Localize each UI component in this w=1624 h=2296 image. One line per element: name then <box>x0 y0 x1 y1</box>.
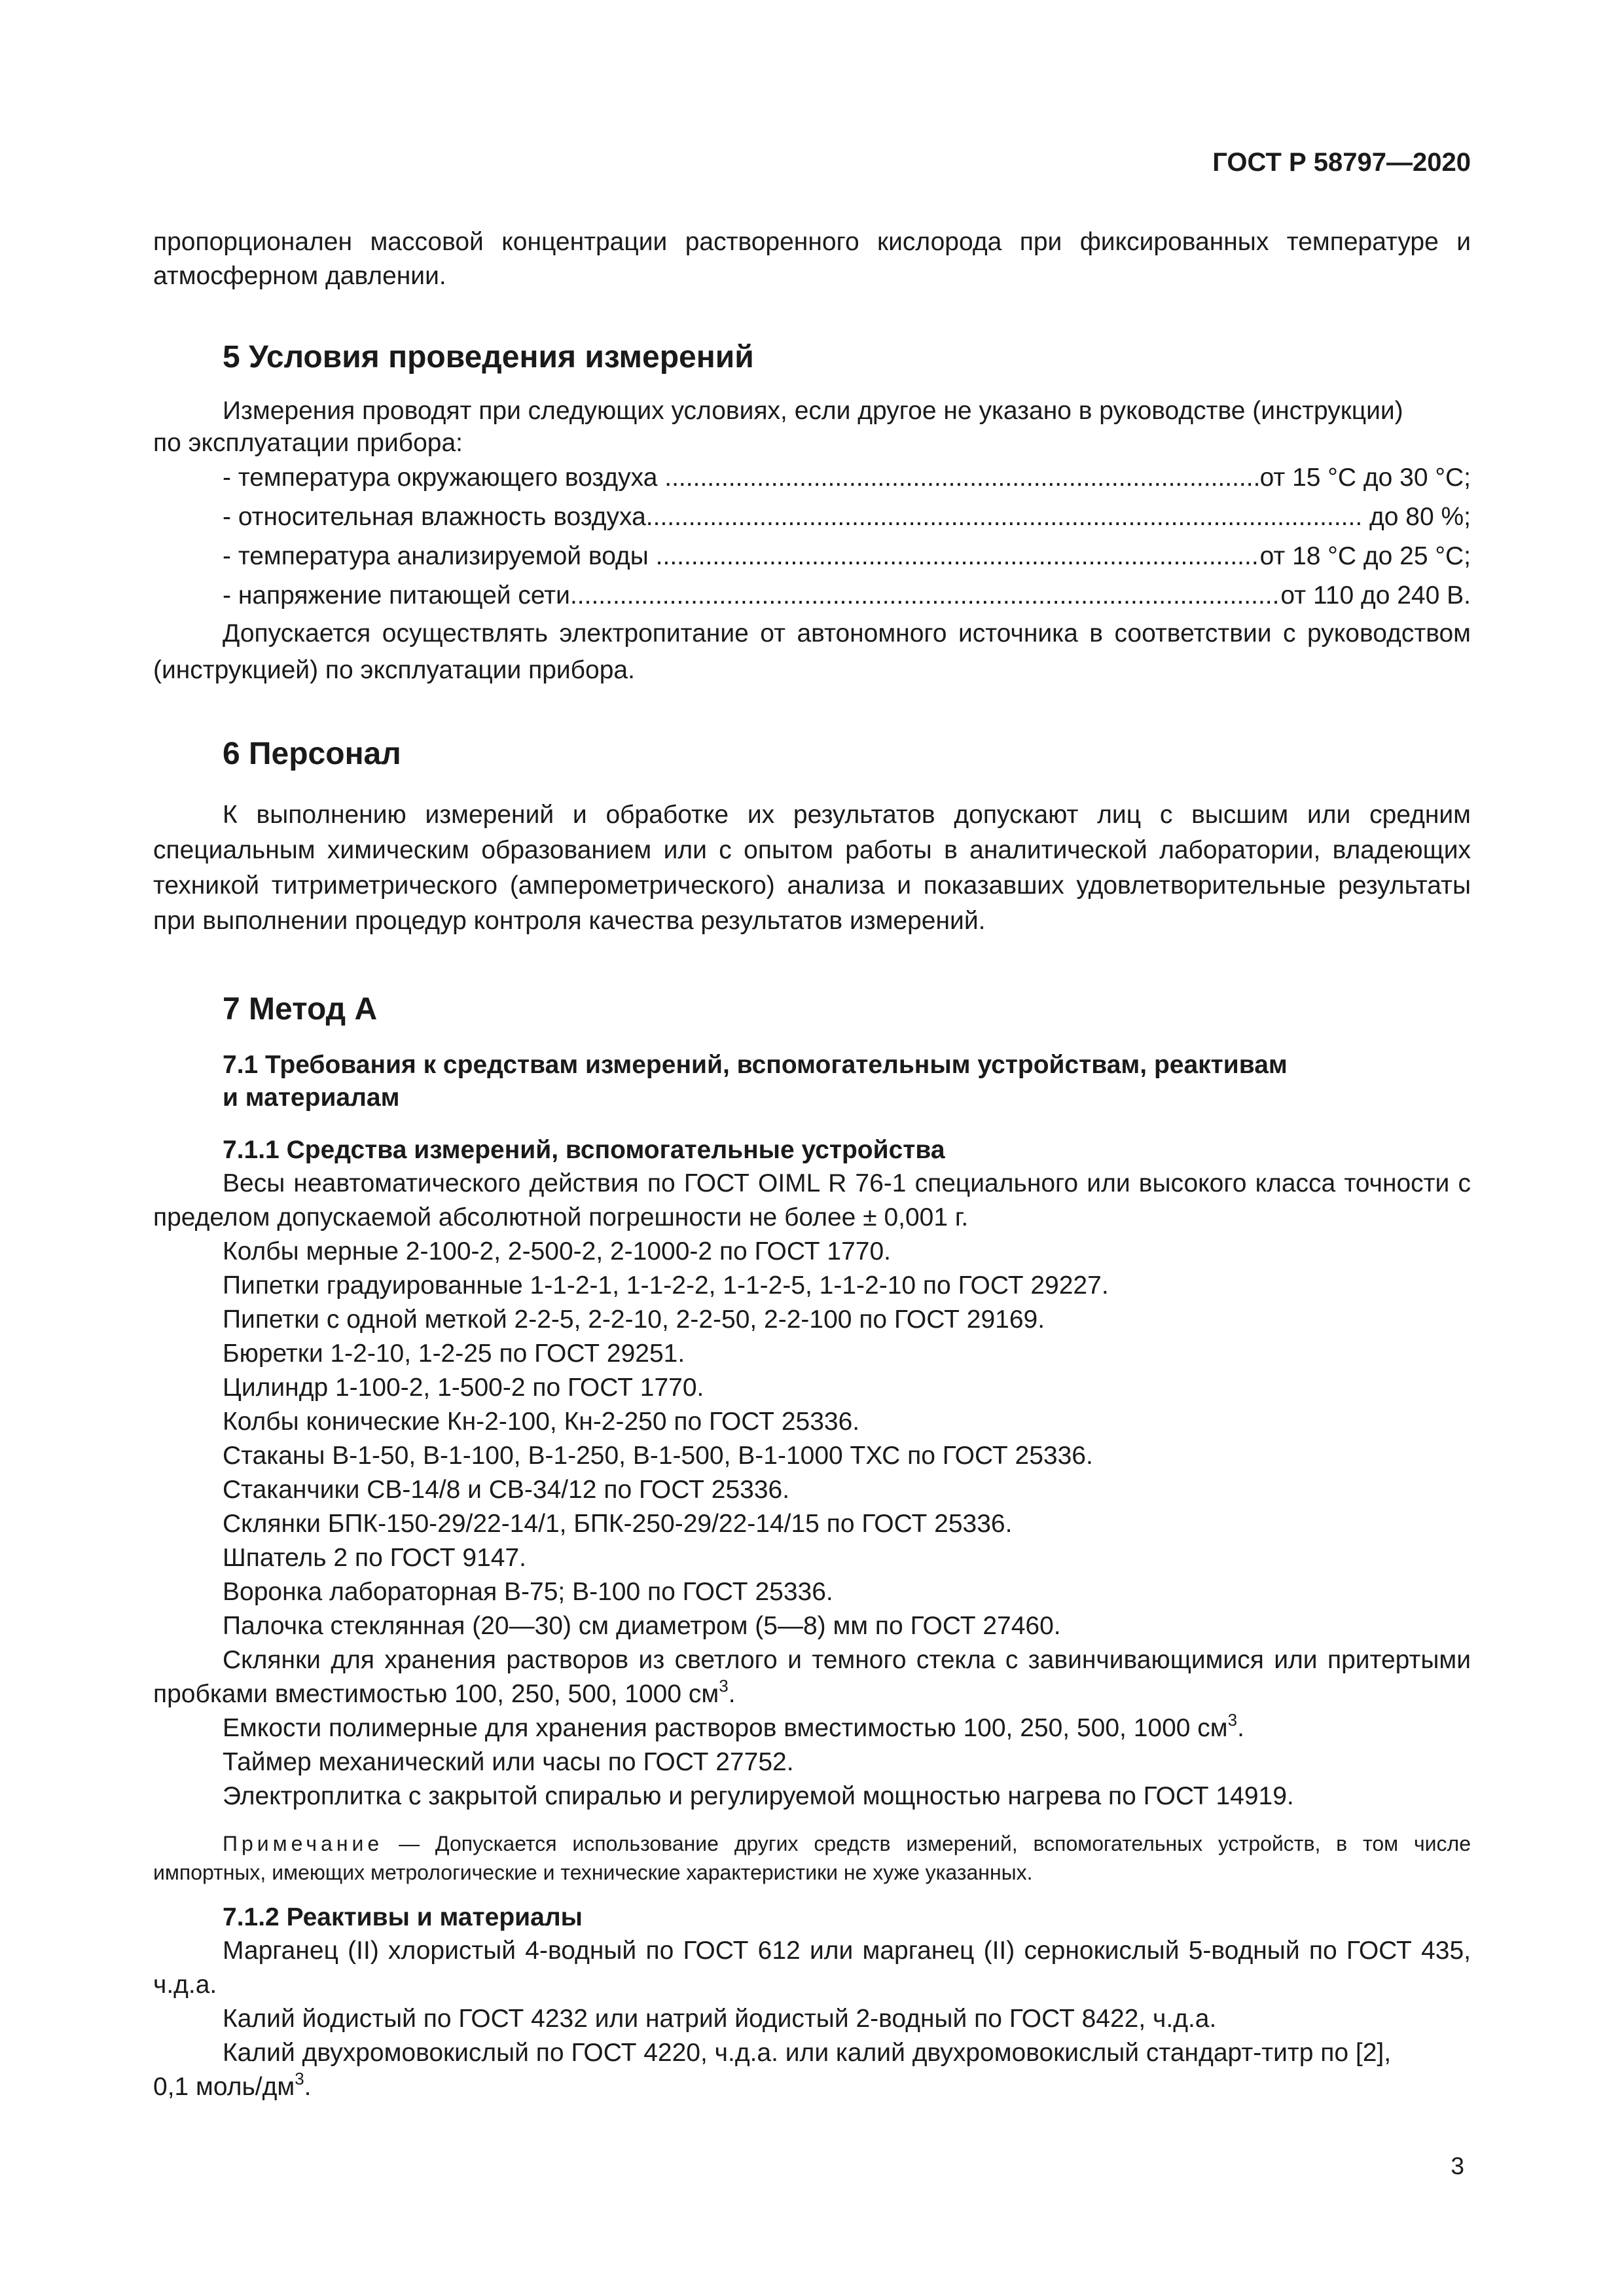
section-7-1-1-title: 7.1.1 Средства измерений, вспомогательные устройства <box>223 1136 945 1164</box>
section-6-title: 6 Персонал <box>223 737 401 771</box>
section-5-tail: Допускается осуществлять электропитание от автономного источника в соответствии с руководством (инструкцией) по эксплуатации прибора. <box>153 619 1471 684</box>
document-code: ГОСТ Р 58797—2020 <box>1212 148 1471 177</box>
reagent-item-cont: 0,1 моль/$дм^3$. <box>153 2069 312 2101</box>
section-7-1-2-title: 7.1.2 Реактивы и материалы <box>223 1903 583 1931</box>
list-item: Таймер механический или часы по ГОСТ 27752. <box>223 1748 794 1776</box>
list-item-containers: Емкости полимерные для хранения растворов вместимостью 100, 250, 500, 1000 $см^3$. <box>223 1710 1244 1742</box>
section-6-text: К выполнению измерений и обработке их результатов допускают лиц с высшим или средним специальным химическим образованием или с опытом работы в аналитической лаборатории, владеющих техникой титриметрического (амперометрического) анализа и показавших удовлетворительные результаты при выполнении процедур контроля качества результатов измерений. <box>153 801 1471 935</box>
list-item: Палочка стеклянная (20—30) см диаметром (5—8) мм по ГОСТ 27460. <box>223 1612 1061 1640</box>
list-item: Электроплитка с закрытой спиралью и регулируемой мощностью нагрева по ГОСТ 14919. <box>223 1782 1294 1810</box>
list-item: Шпатель 2 по ГОСТ 9147. <box>223 1544 526 1572</box>
section-7-title: 7 Метод А <box>223 992 378 1027</box>
reagent-item: Калий двухромовокислый по ГОСТ 4220, ч.д.а. или калий двухромовокислый стандарт-титр по [2], <box>223 2039 1392 2067</box>
reagent-item: Марганец (II) хлористый 4-водный по ГОСТ 612 или марганец (II) сернокислый 5-водный по ГОСТ 435, ч.д.а. <box>153 1937 1471 1999</box>
list-item: Пипетки с одной меткой 2-2-5, 2-2-10, 2-2-50, 2-2-100 по ГОСТ 29169. <box>223 1305 1045 1334</box>
intro-paragraph: пропорционален массовой концентрации растворенного кислорода при фиксированных температуре и атмосферном давлении. <box>153 228 1471 290</box>
list-item-bottles: Склянки для хранения растворов из светлого и темного стекла с завинчивающимися или притертыми пробками вместимостью 100, 250, 500, 1000 $см^3$. <box>153 1646 1471 1708</box>
list-item: Стаканчики СВ-14/8 и СВ-34/12 по ГОСТ 25336. <box>223 1476 790 1504</box>
condition-air-temp: - температура окружающего воздуха ..... от 15 °С до 30 °С; <box>223 458 1471 498</box>
section-7-1-title: 7.1 Требования к средствам измерений, вспомогательным устройствам, реактивам и материалам <box>223 1051 1288 1112</box>
conditions-list <box>153 458 1471 615</box>
section-5-lead-cont: по эксплуатации прибора: <box>153 429 463 457</box>
list-item: Стаканы В-1-50, В-1-100, В-1-250, В-1-500, В-1-1000 ТХС по ГОСТ 25336. <box>223 1442 1093 1470</box>
note-paragraph: Примечание — Допускается использование других средств измерений, вспомогательных устройств, в том числе импортных, имеющих метрологические и технические характеристики не хуже указанных. <box>153 1832 1471 1884</box>
list-item: Колбы мерные 2-100-2, 2-500-2, 2-1000-2 по ГОСТ 1770. <box>223 1237 891 1266</box>
page-content <box>153 225 1471 2104</box>
condition-humidity: - относительная влажность воздуха ..... до 80 %; <box>223 498 1471 537</box>
condition-water-temp: - температура анализируемой воды ..... от 18 °С до 25 °С; <box>223 537 1471 576</box>
condition-voltage: - напряжение питающей сети ..... от 110 до 240 В. <box>223 576 1471 615</box>
list-item: Пипетки градуированные 1-1-2-1, 1-1-2-2, 1-1-2-5, 1-1-2-10 по ГОСТ 29227. <box>223 1271 1109 1300</box>
equipment-list <box>153 1167 1471 1813</box>
section-5-lead: Измерения проводят при следующих условиях, если другое не указано в руководстве (инструкции) <box>223 397 1403 425</box>
list-item: Цилиндр 1-100-2, 1-500-2 по ГОСТ 1770. <box>223 1374 704 1402</box>
document-page <box>153 0 1471 2296</box>
list-item: Склянки БПК-150-29/22-14/1, БПК-250-29/22-14/15 по ГОСТ 25336. <box>223 1510 1013 1538</box>
section-5-title: 5 Условия проведения измерений <box>223 340 754 374</box>
list-item: Воронка лабораторная В-75; В-100 по ГОСТ 25336. <box>223 1578 833 1606</box>
list-item: Колбы конические Кн-2-100, Кн-2-250 по ГОСТ 25336. <box>223 1408 860 1436</box>
list-item: Весы неавтоматического действия по ГОСТ OIML R 76-1 специального или высокого класса точности с пределом допускаемой абсолютной погрешности не более ± 0,001 г. <box>153 1169 1471 1231</box>
list-item: Бюретки 1-2-10, 1-2-25 по ГОСТ 29251. <box>223 1339 685 1368</box>
page-number: 3 <box>1451 2153 1464 2179</box>
reagent-item: Калий йодистый по ГОСТ 4232 или натрий йодистый 2-водный по ГОСТ 8422, ч.д.а. <box>223 2005 1217 2033</box>
